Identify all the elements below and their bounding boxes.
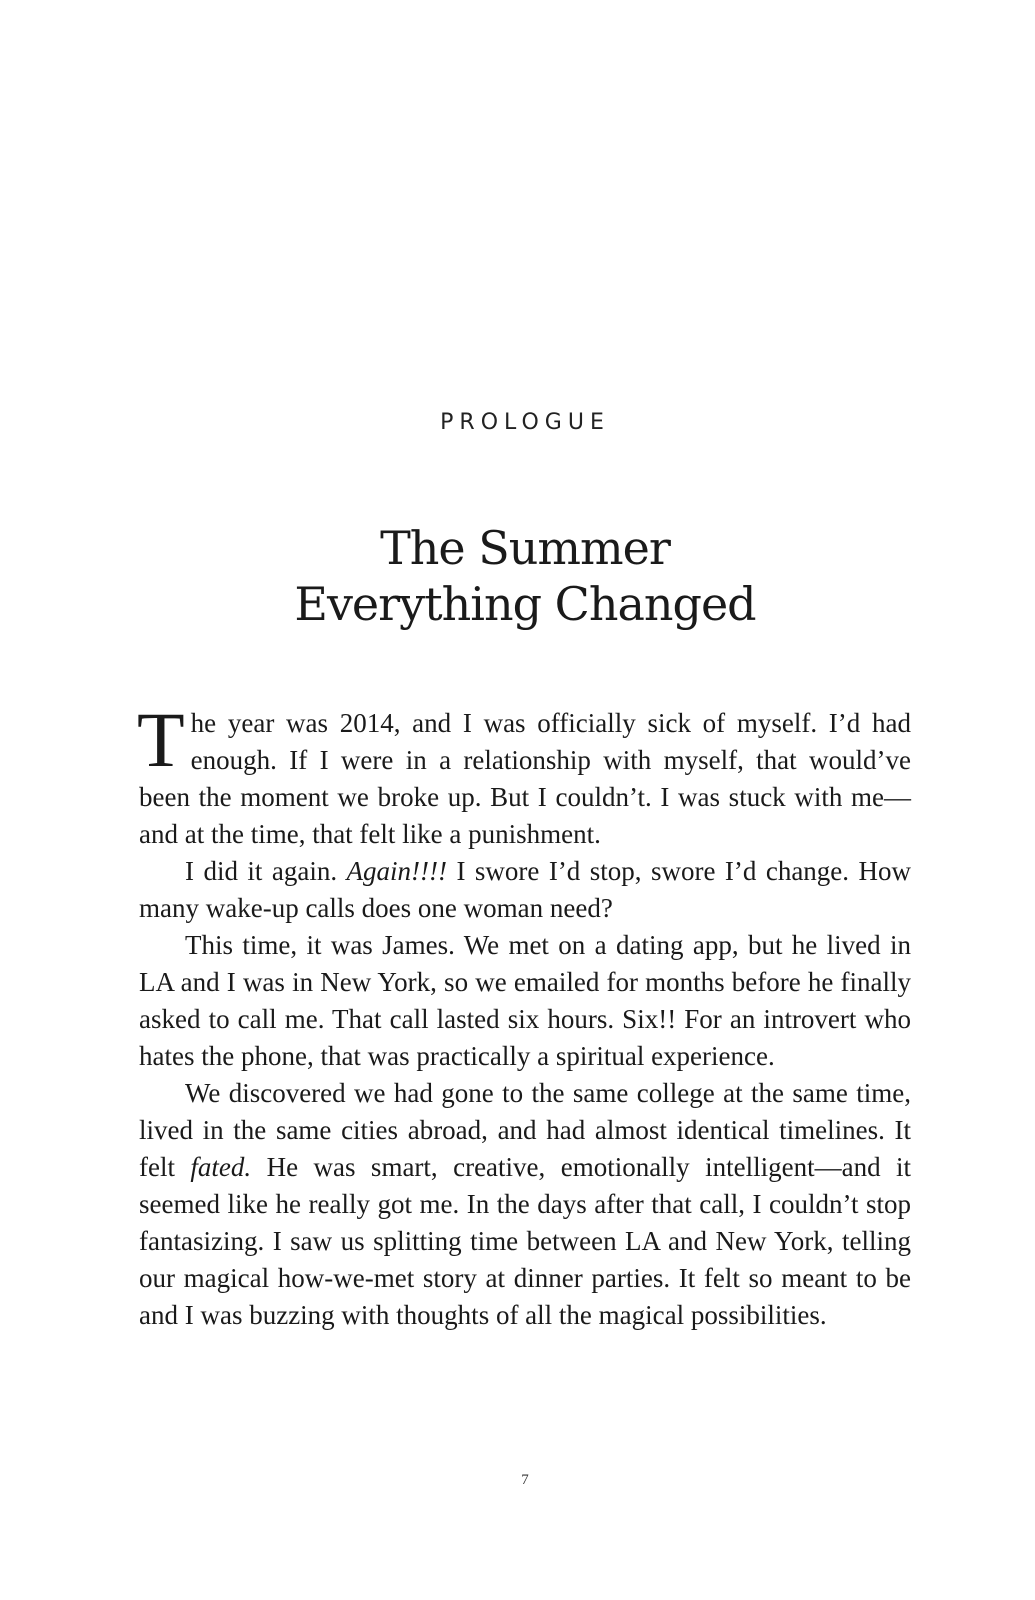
- paragraph-2-text-a: I did it again.: [185, 856, 347, 886]
- paragraph-4-text-a: We discovered we had gone to the same college at the same time, lived in the same cities abroad, and had almost identical timelines. It felt: [139, 1078, 911, 1182]
- paragraph-2-emphasis: Again!!!!: [346, 856, 447, 886]
- paragraph-1-text: he year was 2014, and I was officially sick of myself. I’d had enough. If I were in a relationship with myself, that would’ve been the moment we broke up. But I couldn’t. I was stuck with me—and at the time, that felt like a punishment.: [139, 708, 911, 849]
- paragraph-3: [139, 927, 911, 1075]
- paragraph-3-text: This time, it was James. We met on a dating app, but he lived in LA and I was in New York, so we emailed for months before he finally asked to call me. That call lasted six hours. Six!! For an introvert who hates the phone, that was practically a spiritual experience.: [139, 930, 911, 1071]
- paragraph-2-text-b: I swore I’d stop, swore I’d change. How many wake-up calls does one woman need?: [139, 856, 911, 923]
- chapter-title-line-1: The Summer: [380, 521, 670, 575]
- paragraph-2: [139, 853, 911, 927]
- paragraph-4-emphasis: fated.: [190, 1152, 252, 1182]
- paragraph-4: [139, 1075, 911, 1334]
- chapter-label: PROLOGUE: [440, 410, 610, 435]
- paragraph-4-text-b: He was smart, creative, emotionally intelligent—and it seemed like he really got me. In the days after that call, I couldn’t stop fantasizing. I saw us splitting time between LA and New York, telling our magical how-we-met story at dinner parties. It felt so meant to be and I was buzzing with thoughts of all the magical possibilities.: [139, 1152, 912, 1330]
- paragraph-1: [137, 696, 911, 853]
- drop-cap: T: [137, 696, 185, 783]
- chapter-title-line-2: Everything Changed: [294, 577, 756, 631]
- chapter-title: [0, 520, 1035, 632]
- body-text: [137, 696, 912, 1334]
- page-number: 7: [521, 1472, 529, 1488]
